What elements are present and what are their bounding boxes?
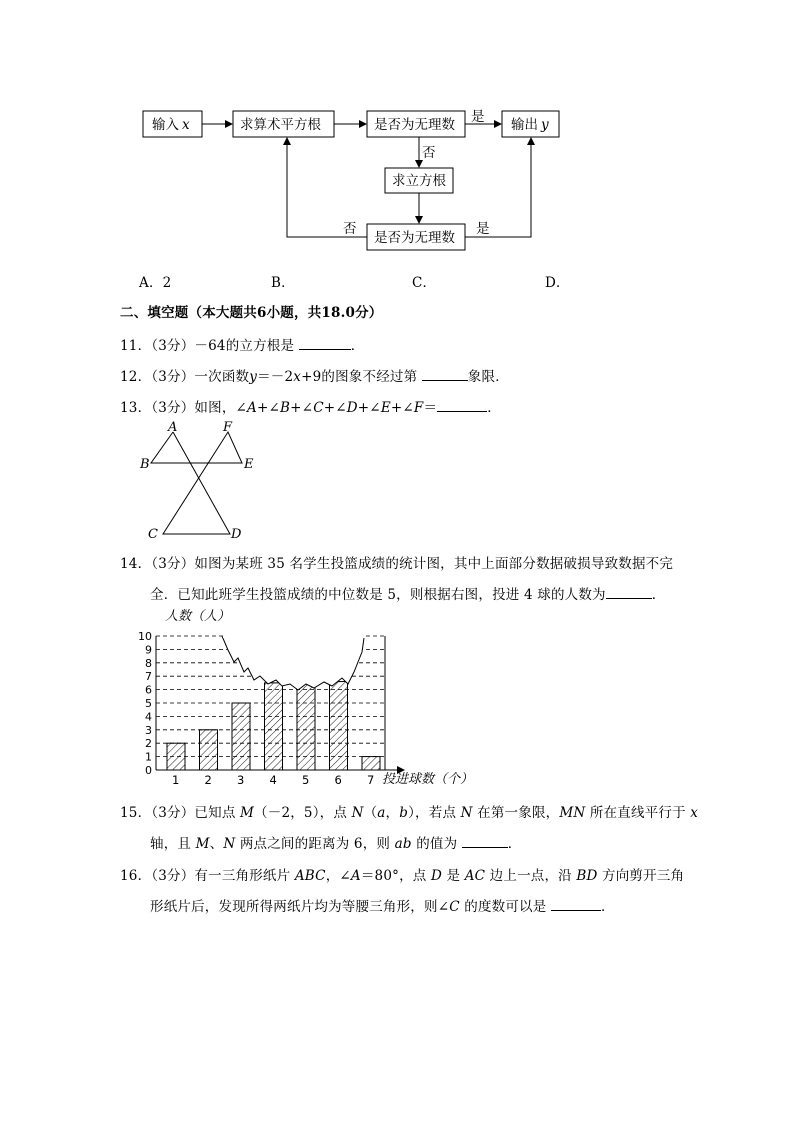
q13-figure — [130, 418, 260, 543]
question-14-line2: 全．已知此班学生投篮成绩的中位数是 5，则根据右图，投进 4 球的人数为 ． — [150, 587, 666, 603]
chart-ylabel: 人数（人） — [165, 609, 231, 624]
svg-text:输出y — [511, 117, 549, 133]
q13-label-a: A — [168, 420, 178, 435]
q13-label-d: D — [231, 527, 242, 542]
question-14-line1: 14．（3分）如图为某班 35 名学生投篮成绩的统计图，其中上面部分数据破损导致数据不完 — [120, 556, 674, 572]
flow-check1-label: 是否为无理数 — [374, 117, 455, 133]
flow-no-label-1: 否 — [422, 145, 436, 161]
chart-xtick-label: 7 — [367, 773, 375, 787]
question-11: 11．（3分）－64的立方根是 ． — [120, 338, 365, 354]
question-16-line1: 16．（3分）有一三角形纸片 ABC，∠A＝80°，点 D 是 AC 边上一点，沿 BD 方向剪开三角 — [120, 868, 685, 884]
chart-ytick-label: 5 — [145, 697, 152, 710]
chart-ytick-label: 3 — [145, 723, 152, 737]
chart-xtick-label: 1 — [172, 773, 180, 787]
chart-ytick-label: 2 — [145, 737, 152, 751]
question-13: 13．（3分）如图，∠A+∠B+∠C+∠D+∠E+∠F＝ ． — [120, 400, 501, 416]
chart-bar-6 — [330, 682, 348, 770]
option-a: A．2 — [139, 275, 172, 291]
chart-bar-4 — [265, 683, 283, 770]
section-title: 二、填空题（本大题共6小题，共18.0分） — [120, 305, 383, 321]
flow-yes-label-2: 是 — [476, 221, 490, 237]
chart-ytick-label: 9 — [145, 643, 152, 657]
chart-bar-2 — [200, 730, 218, 770]
flow-output-var: y — [541, 117, 549, 133]
chart-xtick-label: 4 — [269, 773, 277, 787]
chart-ytick-label: 4 — [145, 710, 152, 724]
chart-ytick-label: 0 — [145, 764, 152, 777]
q13-label-b: B — [140, 457, 150, 472]
flow-input-var: x — [182, 117, 190, 133]
chart-ytick-label: 6 — [145, 683, 152, 697]
flow-cube-label: 求立方根 — [392, 173, 446, 189]
chart-xlabel: 投进球数（个） — [382, 772, 474, 787]
option-b: B． — [271, 275, 295, 291]
question-16-line2: 形纸片后，发现所得两纸片均为等腰三角形，则∠C 的度数可以是 ． — [150, 899, 615, 915]
chart-ytick-label: 1 — [145, 750, 152, 764]
option-c: C． — [412, 275, 437, 291]
q13-label-f: F — [223, 420, 233, 435]
option-d: D． — [545, 275, 570, 291]
flow-input-label: 输入 — [152, 117, 179, 133]
chart-ytick-label: 7 — [145, 670, 152, 684]
flow-yes-label-1: 是 — [471, 109, 485, 125]
q14-bar-chart — [130, 600, 490, 790]
chart-ytick-label: 8 — [145, 656, 152, 670]
flowchart — [0, 0, 794, 260]
q13-label-e: E — [244, 457, 254, 472]
chart-ytick-label: 10 — [138, 630, 152, 643]
chart-bar-5 — [297, 683, 315, 770]
flow-no-label-2: 否 — [343, 221, 357, 237]
chart-xtick-label: 5 — [302, 773, 310, 787]
question-15-line2: 轴，且 M、N 两点之间的距离为 6，则 ab 的值为 ． — [150, 836, 522, 852]
question-12: 12．（3分）一次函数y＝－2x+9的图象不经过第 象限． — [120, 369, 509, 385]
svg-text:输入x — [152, 117, 190, 133]
flow-output-label: 输出 — [511, 117, 538, 133]
flow-check2-label: 是否为无理数 — [374, 230, 455, 246]
flow-sqrt-label: 求算术平方根 — [240, 117, 321, 133]
chart-xtick-label: 3 — [237, 773, 245, 787]
q13-label-c: C — [148, 527, 158, 542]
question-15-line1: 15．（3分）已知点 M（－2，5），点 N（a，b），若点 N 在第一象限，MN 所在直线平行于 x — [120, 805, 699, 821]
chart-bar-7 — [362, 757, 380, 770]
chart-bar-3 — [232, 703, 250, 770]
chart-xtick-label: 2 — [204, 773, 212, 787]
chart-bar-1 — [167, 743, 185, 770]
chart-xtick-label: 6 — [334, 773, 342, 787]
